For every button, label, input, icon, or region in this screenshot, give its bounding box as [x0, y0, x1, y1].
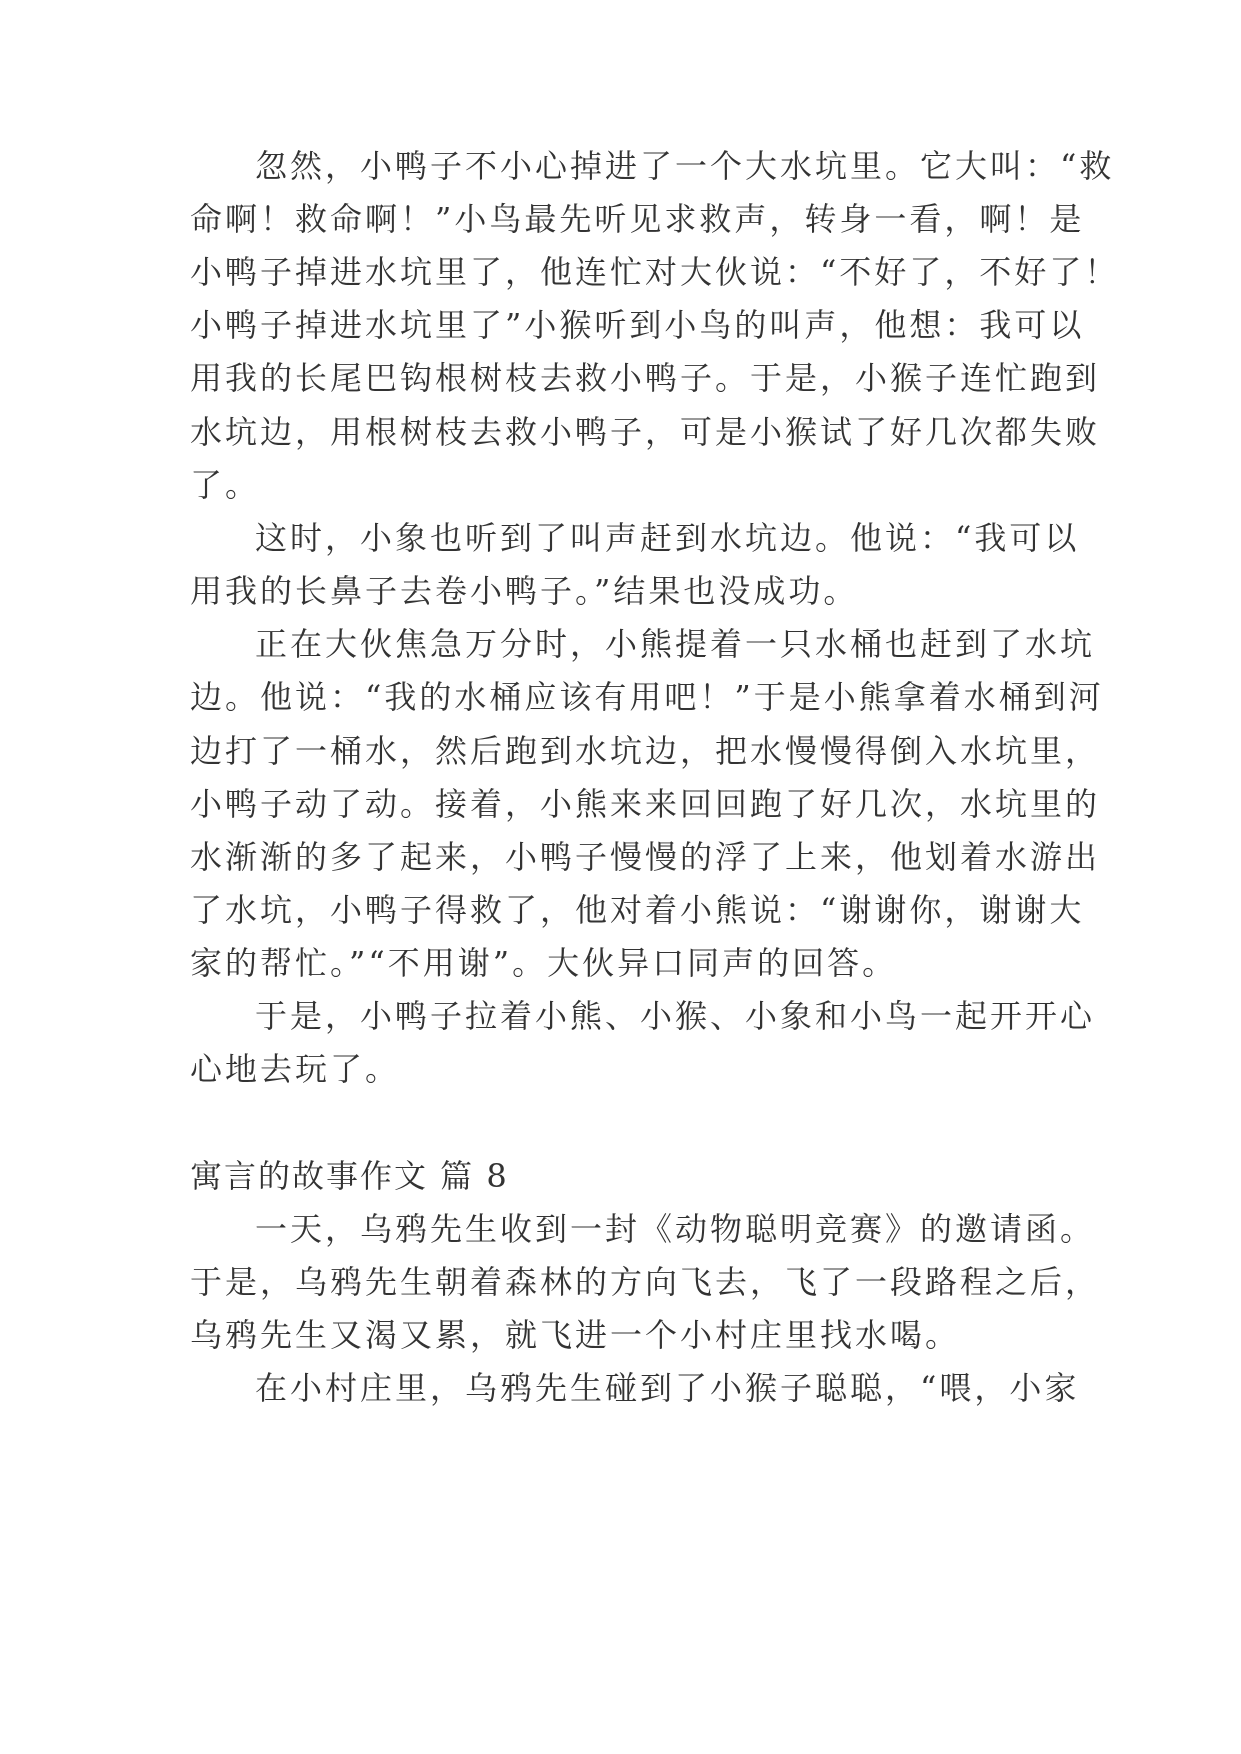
- text-line: 在小村庄里，乌鸦先生碰到了小猴子聪聪，“喂，小家: [255, 1369, 1080, 1407]
- text-line: 忽然，小鸭子不小心掉进了一个大水坑里。它大叫：“救: [255, 147, 1115, 185]
- text-line: 水渐渐的多了起来，小鸭子慢慢的浮了上来，他划着水游出: [190, 838, 1101, 876]
- text-line: 一天，乌鸦先生收到一封《动物聪明竞赛》的邀请函。: [255, 1210, 1096, 1248]
- text-line: 正在大伙焦急万分时，小熊提着一只水桶也赶到了水坑: [255, 625, 1096, 663]
- text-line: 用我的长尾巴钩根树枝去救小鸭子。于是，小猴子连忙跑到: [190, 359, 1101, 397]
- text-line: 边。他说：“我的水桶应该有用吧！”于是小熊拿着水桶到河: [190, 678, 1104, 716]
- text-line: 这时，小象也听到了叫声赶到水坑边。他说：“我可以: [255, 519, 1080, 557]
- text-line: 于是，乌鸦先生朝着森林的方向飞去，飞了一段路程之后，: [190, 1263, 1101, 1301]
- text-line: 命啊！救命啊！”小鸟最先听见求救声，转身一看，啊！是: [190, 200, 1085, 238]
- text-line: 边打了一桶水，然后跑到水坑边，把水慢慢得倒入水坑里，: [190, 732, 1101, 770]
- text-line: 小鸭子动了动。接着，小熊来来回回跑了好几次，水坑里的: [190, 785, 1101, 823]
- section-heading: 寓言的故事作文 篇 8: [190, 1157, 509, 1195]
- text-line: 了。: [190, 466, 261, 504]
- text-line: 用我的长鼻子去卷小鸭子。”结果也没成功。: [190, 572, 859, 610]
- text-line: 小鸭子掉进水坑里了，他连忙对大伙说：“不好了，不好了！: [190, 253, 1120, 291]
- text-line: 心地去玩了。: [190, 1050, 401, 1088]
- text-line: 小鸭子掉进水坑里了”小猴听到小鸟的叫声，他想：我可以: [190, 306, 1085, 344]
- text-line: 于是，小鸭子拉着小熊、小猴、小象和小鸟一起开开心: [255, 997, 1096, 1035]
- text-line: 乌鸦先生又渴又累，就飞进一个小村庄里找水喝。: [190, 1316, 961, 1354]
- text-line: 了水坑，小鸭子得救了，他对着小熊说：“谢谢你，谢谢大: [190, 891, 1085, 929]
- text-line: 水坑边，用根树枝去救小鸭子，可是小猴试了好几次都失败: [190, 413, 1101, 451]
- text-line: 家的帮忙。”“不用谢”。大伙异口同声的回答。: [190, 944, 898, 982]
